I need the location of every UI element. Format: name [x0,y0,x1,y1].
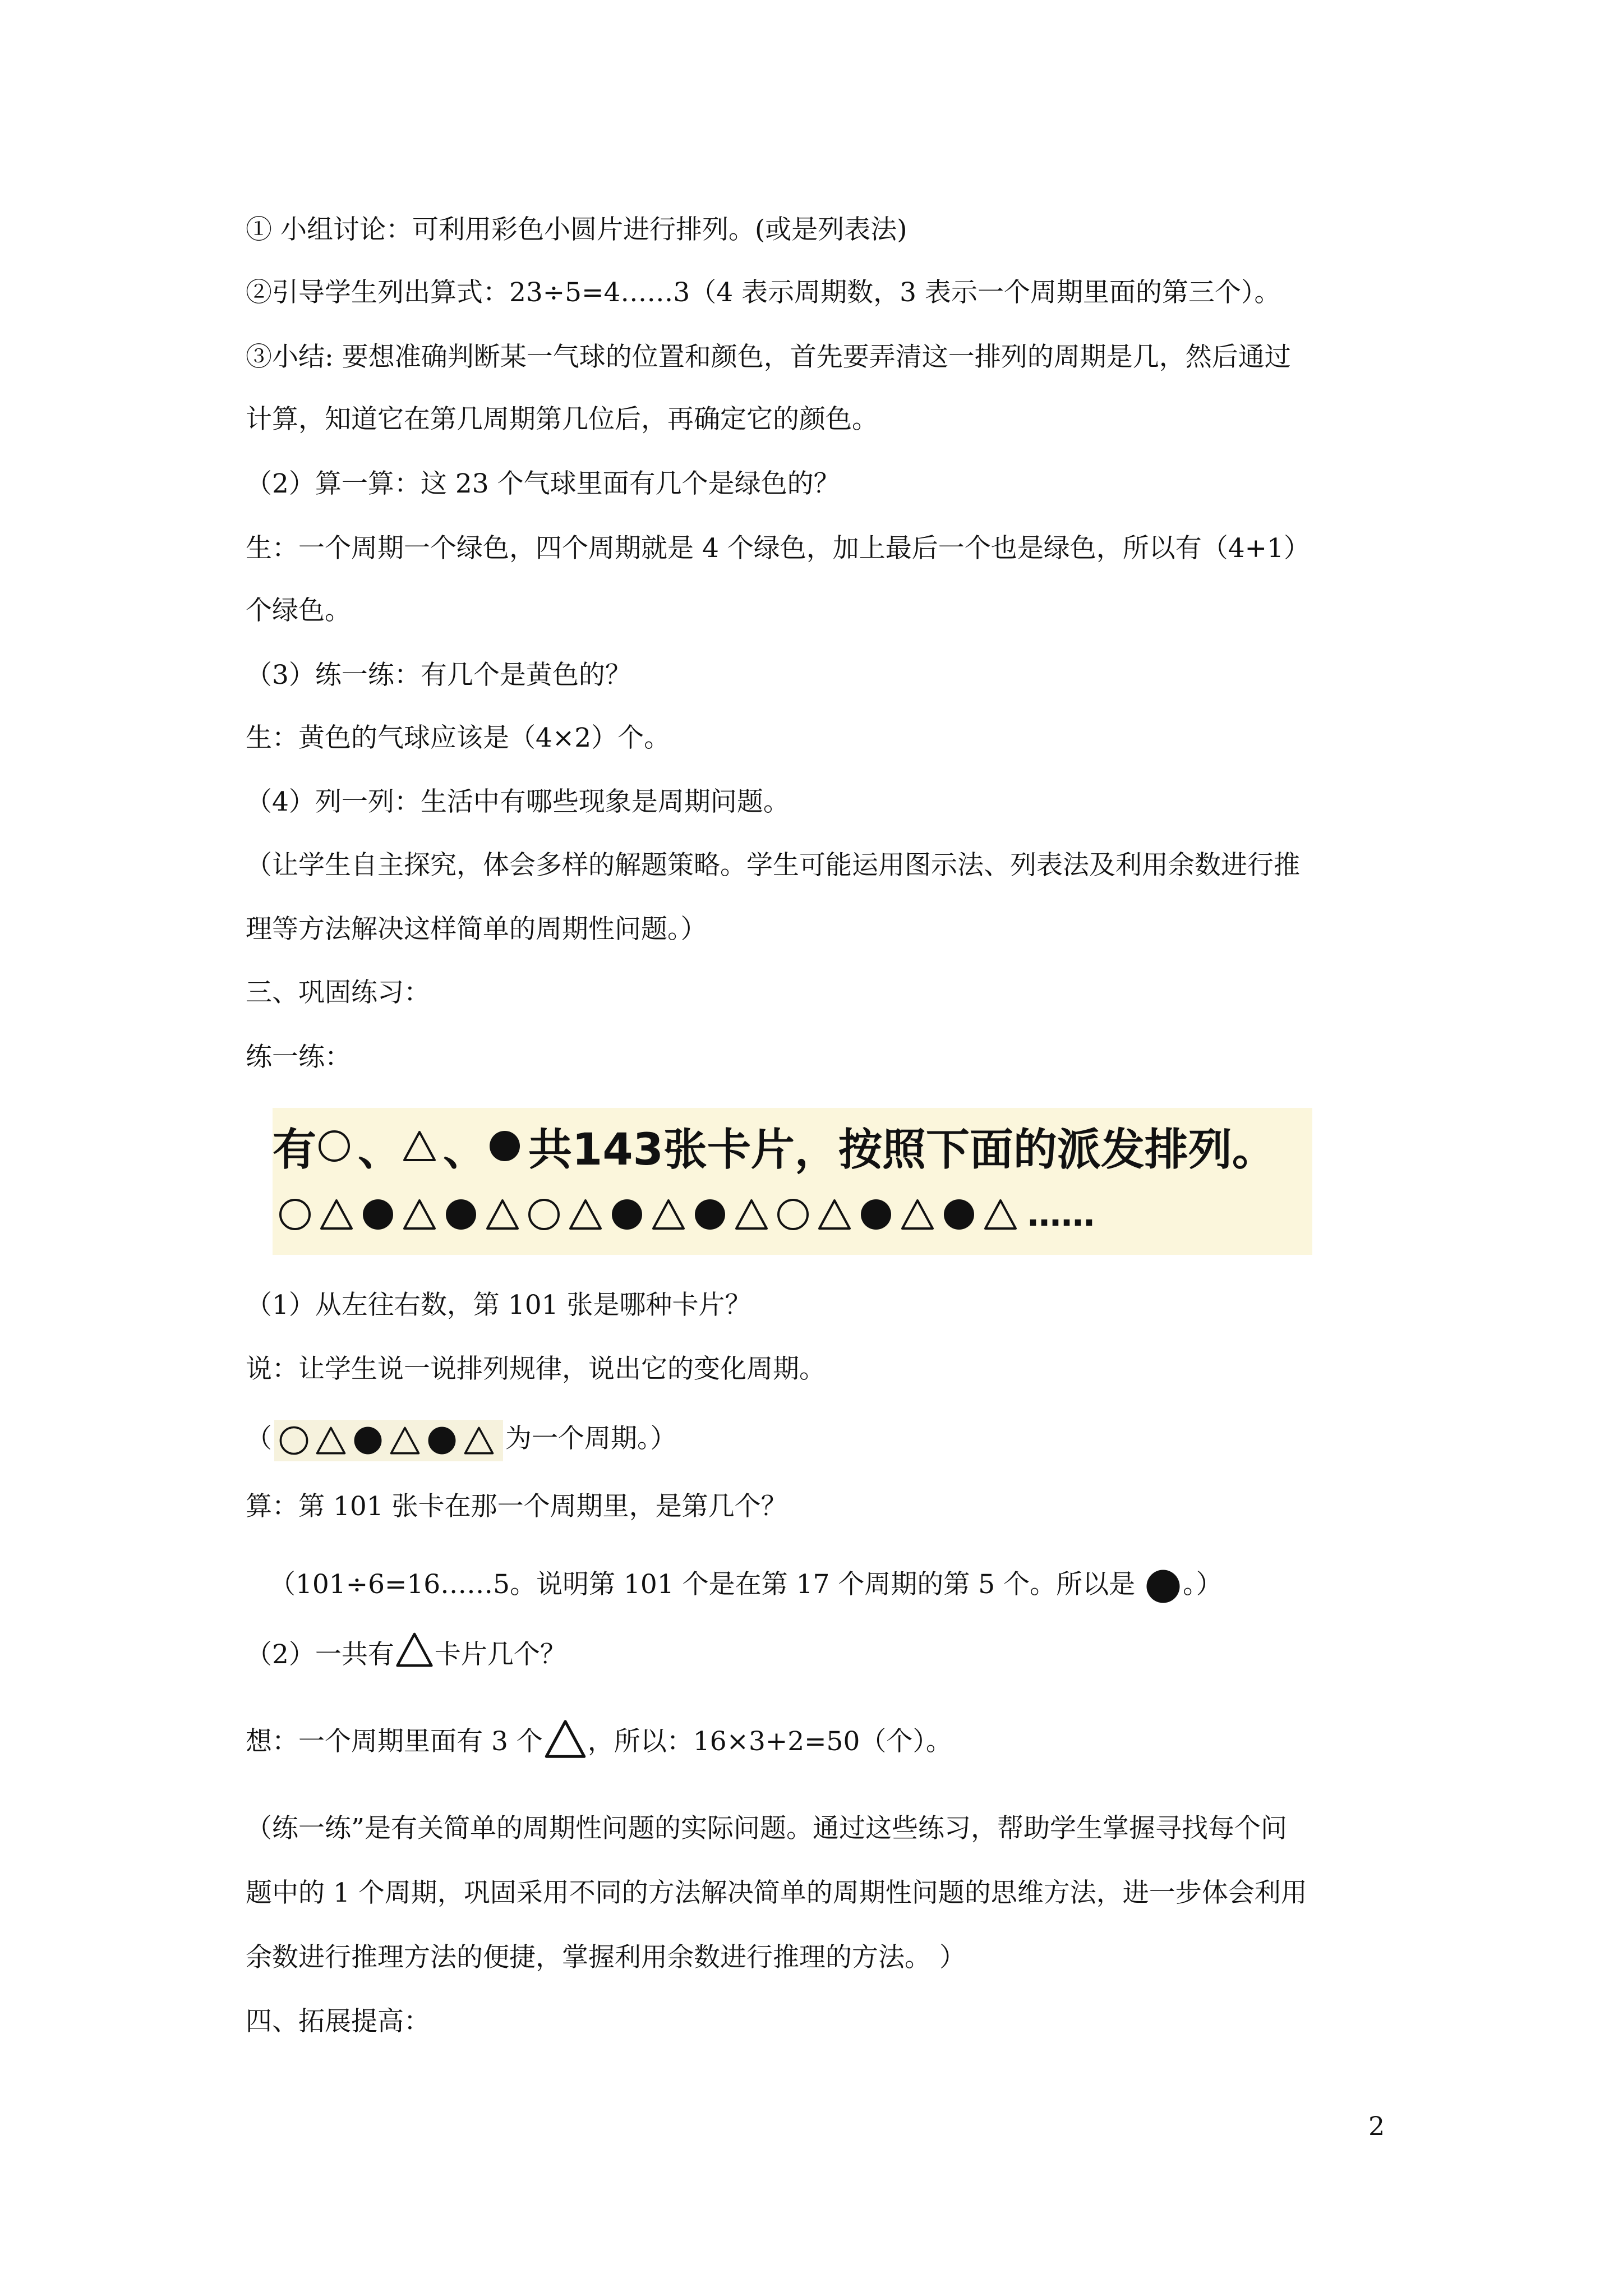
text-line-2: ②引导学生列出算式：23÷5=4……3（4 表示周期数，3 表示一个周期里面的第三个）。 [246,277,1281,308]
section-heading-4: 四、拓展提高： [246,2006,430,2037]
triangle-icon [315,1424,347,1457]
banner-shape-sequence [277,1186,1095,1243]
text-line-3: ③小结: 要想准确判断某一气球的位置和颜色，首先要弄清这一排列的周期是几，然后通过 [246,342,1291,372]
question-2-post: 卡片几个？ [434,1639,566,1670]
circle-icon [775,1197,811,1232]
triangle-icon [900,1197,935,1232]
period-shapes [274,1420,503,1461]
answer-line-101 [269,1559,1223,1610]
page-number: 2 [1368,2111,1385,2141]
dot-icon [1144,1567,1183,1606]
text-line-12: 理等方法解决这样简单的周期性问题。） [246,914,707,945]
text-line-8: （3）练一练：有几个是黄色的？ [246,660,631,691]
triangle-icon [463,1424,495,1457]
card-sequence-banner [273,1108,1312,1255]
dot-icon [426,1424,458,1457]
section-heading-3: 三、巩固练习： [246,977,430,1008]
triangle-icon [568,1197,603,1232]
period-open-paren: （ [246,1423,272,1454]
banner-sep-2: 、 [443,1125,487,1175]
banner-title-post: 共143张卡片，按照下面的派发排列。 [528,1125,1276,1175]
text-line-24: 余数进行推理方法的便捷，掌握利用余数进行推理的方法。 ） [246,1942,966,1973]
triangle-icon [485,1197,520,1232]
think-post: ，所以：16×3+2=50（个）。 [587,1726,952,1757]
text-line-6: 生：一个周期一个绿色，四个周期就是 4 个绿色，加上最后一个也是绿色，所以有（4+1） [246,533,1310,564]
triangle-icon [402,1197,437,1232]
text-line-15: （1）从左往右数，第 101 张是哪种卡片？ [246,1290,751,1320]
dot-icon [443,1197,479,1232]
text-line-10: （4）列一列：生活中有哪些现象是周期问题。 [246,786,790,817]
think-pre: 想：一个周期里面有 3 个 [246,1726,543,1757]
dot-icon [692,1197,728,1232]
dot-icon [352,1424,384,1457]
circle-icon [278,1424,310,1457]
text-line-7: 个绿色。 [246,595,351,626]
triangle-icon [402,1128,437,1164]
dot-icon [941,1197,977,1232]
think-line [246,1717,952,1767]
text-line-16: 说：让学生说一说排列规律，说出它的变化周期。 [246,1354,826,1384]
sequence-ellipsis: …… [1027,1195,1095,1234]
answer-end: 。） [1183,1569,1223,1600]
text-line-18: 算：第 101 张卡在那一个周期里，是第几个？ [246,1491,787,1522]
text-line-1: ① 小组讨论：可利用彩色小圆片进行排列。(或是列表法) [246,214,907,245]
circle-icon [277,1197,313,1232]
text-line-22: （练一练”是有关简单的周期性问题的实际问题。通过这些练习，帮助学生掌握寻找每个问 [246,1813,1288,1844]
dot-icon [858,1197,894,1232]
triangle-icon [394,1630,435,1670]
dot-icon [609,1197,645,1232]
circle-icon [526,1197,562,1232]
text-line-4: 计算，知道它在第几周期第几位后，再确定它的颜色。 [246,404,878,435]
triangle-icon [983,1197,1018,1232]
triangle-icon [319,1197,354,1232]
triangle-icon [543,1717,588,1761]
period-line [246,1414,677,1464]
triangle-icon [734,1197,769,1232]
triangle-icon [817,1197,852,1232]
text-line-11: （让学生自主探究，体会多样的解题策略。学生可能运用图示法、列表法及利用余数进行推 [246,850,1300,881]
text-line-9: 生：黄色的气球应该是（4×2）个。 [246,723,671,753]
period-text: 为一个周期。） [505,1423,677,1454]
dot-icon [487,1128,523,1164]
circle-icon [316,1128,352,1164]
banner-title [273,1118,1276,1174]
banner-title-pre: 有 [273,1125,317,1175]
banner-sep-1: 、 [358,1125,402,1175]
dot-icon [360,1197,396,1232]
answer-text: （101÷6=16……5。说明第 101 个是在第 17 个周期的第 5 个。所以是 [269,1569,1136,1600]
text-line-5: （2）算一算：这 23 个气球里面有几个是绿色的？ [246,468,840,499]
question-2-line [246,1630,566,1680]
text-line-14: 练一练： [246,1042,351,1073]
text-line-23: 题中的 1 个周期，巩固采用不同的方法解决简单的周期性问题的思维方法，进一步体会利用 [246,1878,1307,1908]
triangle-icon [651,1197,686,1232]
question-2-pre: （2）一共有 [246,1639,394,1670]
triangle-icon [389,1424,421,1457]
